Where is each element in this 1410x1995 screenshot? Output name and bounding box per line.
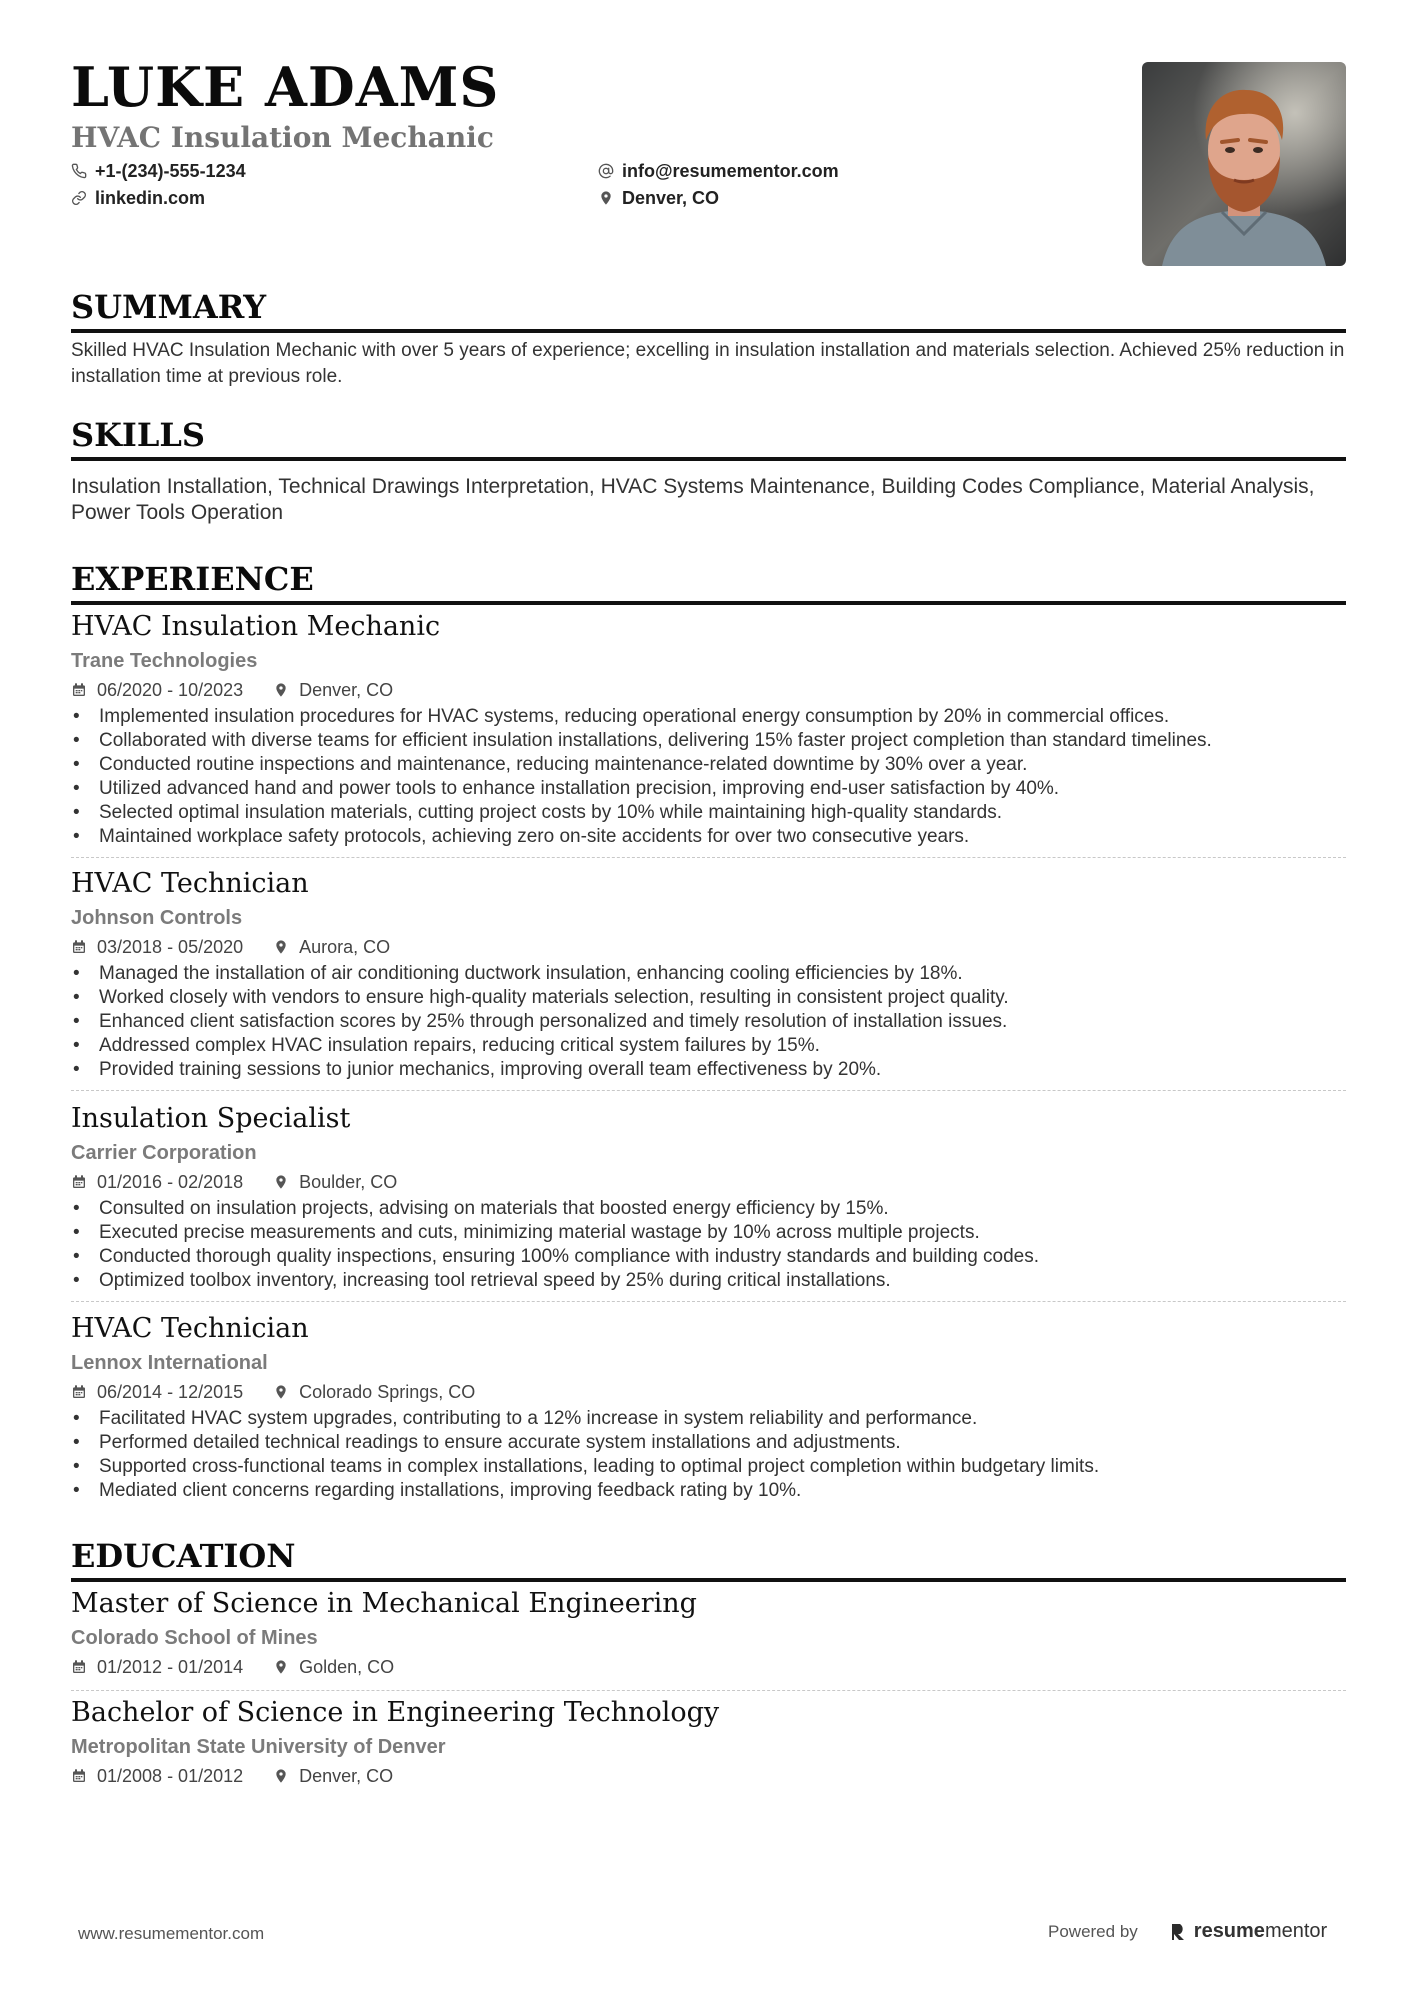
email-text: info@resumementor.com: [622, 160, 839, 181]
job-meta: [71, 1377, 1346, 1407]
map-pin-icon: [273, 1174, 289, 1190]
entry-divider: [71, 1090, 1346, 1091]
bullet-item: • Consulted on insulation projects, advising on materials that boosted energy efficiency by 15%.: [71, 1197, 1346, 1221]
job-dates-text: 03/2018 - 05/2020: [97, 936, 244, 957]
experience-heading: EXPERIENCE: [71, 563, 1346, 605]
job-location-text: Denver, CO: [299, 679, 394, 700]
job-meta: [71, 675, 1346, 705]
candidate-name: LUKE ADAMS: [71, 55, 500, 119]
summary-heading: SUMMARY: [71, 291, 1346, 333]
bullet-item: • Worked closely with vendors to ensure high-quality materials selection, resulting in consistent project quality.: [71, 986, 1346, 1010]
job-bullets: [71, 705, 1346, 849]
company-name: Trane Technologies: [71, 650, 258, 672]
degree-title: Bachelor of Science in Engineering Technology: [71, 1697, 720, 1728]
job-dates-text: 06/2014 - 12/2015: [97, 1381, 244, 1402]
job-location: [273, 680, 393, 701]
bullet-item: • Supported cross-functional teams in complex installations, leading to optimal project completion within budgetary limits.: [71, 1455, 1346, 1479]
experience-entry: [71, 610, 1346, 858]
job-bullets: [71, 1197, 1346, 1293]
company-name: Johnson Controls: [71, 907, 243, 929]
education-location: [273, 1657, 394, 1678]
bullet-item: • Implemented insulation procedures for HVAC systems, reducing operational energy consumption by 20% in commercial offices.: [71, 705, 1346, 729]
job-location: [273, 1382, 475, 1403]
contact-linkedin[interactable]: [71, 187, 598, 209]
job-bullets: [71, 962, 1346, 1082]
bullet-item: • Enhanced client satisfaction scores by 25% through personalized and timely resolution of installation issues.: [71, 1010, 1346, 1034]
map-pin-icon: [273, 682, 289, 698]
bullet-item: • Conducted routine inspections and maintenance, reducing maintenance-related downtime by 30% over a year.: [71, 753, 1346, 777]
resumementor-logo-icon: [1170, 1922, 1188, 1942]
bullet-item: • Utilized advanced hand and power tools to enhance installation precision, improving end-user satisfaction by 40%.: [71, 777, 1346, 801]
contact-info: [71, 160, 1131, 209]
experience-entry: [71, 1102, 1346, 1302]
map-pin-icon: [273, 1768, 289, 1784]
contact-email[interactable]: [598, 160, 1098, 182]
education-dates-text: 01/2008 - 01/2012: [97, 1765, 244, 1786]
job-dates: [71, 1172, 243, 1193]
job-meta: [71, 1167, 1346, 1197]
education-dates: [71, 1657, 243, 1678]
calendar-icon: [71, 1659, 87, 1675]
bullet-item: • Mediated client concerns regarding installations, improving feedback rating by 10%.: [71, 1479, 1346, 1503]
bullet-item: • Collaborated with diverse teams for efficient insulation installations, delivering 15% faster project completion than standard timelines.: [71, 729, 1346, 753]
phone-icon: [71, 163, 87, 179]
profile-photo: [1142, 62, 1346, 266]
at-sign-icon: [598, 163, 614, 179]
map-pin-icon: [273, 1659, 289, 1675]
link-icon: [71, 190, 87, 206]
skills-text: Insulation Installation, Technical Drawings Interpretation, HVAC Systems Maintenance, Building Codes Compliance, Material Analysis, Power Tools Operation: [71, 475, 1315, 524]
education-entry: [71, 1587, 1346, 1691]
education-meta: [71, 1652, 1346, 1682]
degree-title: Master of Science in Mechanical Engineering: [71, 1588, 697, 1619]
education-dates-text: 01/2012 - 01/2014: [97, 1656, 244, 1677]
bullet-item: • Provided training sessions to junior mechanics, improving overall team effectiveness by 20%.: [71, 1058, 1346, 1082]
bullet-item: • Conducted thorough quality inspections, ensuring 100% compliance with industry standards and building codes.: [71, 1245, 1346, 1269]
contact-location: [598, 187, 1098, 209]
linkedin-text: linkedin.com: [95, 187, 206, 208]
bullet-item: • Managed the installation of air conditioning ductwork insulation, enhancing cooling efficiencies by 18%.: [71, 962, 1346, 986]
brand-rest: mentor: [1264, 1920, 1328, 1942]
school-name: Metropolitan State University of Denver: [71, 1736, 446, 1758]
candidate-title: HVAC Insulation Mechanic: [71, 121, 494, 154]
bullet-item: • Maintained workplace safety protocols, achieving zero on-site accidents for over two consecutive years.: [71, 825, 1346, 849]
brand-bold: resume: [1193, 1920, 1265, 1942]
job-meta: [71, 932, 1346, 962]
footer-website[interactable]: www.resumementor.com: [78, 1924, 265, 1943]
resumementor-logo[interactable]: [1170, 1920, 1327, 1943]
entry-divider: [71, 1690, 1346, 1691]
bullet-item: • Executed precise measurements and cuts, minimizing material wastage by 10% across multiple projects.: [71, 1221, 1346, 1245]
profile-photo-image: [1142, 62, 1346, 266]
calendar-icon: [71, 1174, 87, 1190]
job-title: HVAC Technician: [71, 868, 309, 899]
education-heading: EDUCATION: [71, 1540, 1346, 1582]
skills-heading: SKILLS: [71, 419, 1346, 461]
education-location-text: Golden, CO: [299, 1656, 395, 1677]
bullet-item: • Addressed complex HVAC insulation repairs, reducing critical system failures by 15%.: [71, 1034, 1346, 1058]
entry-divider: [71, 857, 1346, 858]
experience-entry: [71, 1312, 1346, 1503]
contact-phone[interactable]: [71, 160, 598, 182]
entry-divider: [71, 1301, 1346, 1302]
map-pin-icon: [273, 1384, 289, 1400]
map-pin-icon: [598, 190, 614, 206]
education-location-text: Denver, CO: [299, 1765, 394, 1786]
calendar-icon: [71, 1768, 87, 1784]
bullet-item: • Selected optimal insulation materials, cutting project costs by 10% while maintaining high-quality standards.: [71, 801, 1346, 825]
job-dates-text: 01/2016 - 02/2018: [97, 1171, 244, 1192]
school-name: Colorado School of Mines: [71, 1627, 318, 1649]
job-location: [273, 1172, 397, 1193]
company-name: Lennox International: [71, 1352, 268, 1374]
phone-text: +1-(234)-555-1234: [95, 160, 246, 181]
company-name: Carrier Corporation: [71, 1142, 257, 1164]
footer-powered: [1048, 1920, 1327, 1943]
job-dates: [71, 937, 243, 958]
calendar-icon: [71, 682, 87, 698]
job-dates: [71, 680, 243, 701]
powered-by-text: Powered by: [1048, 1921, 1138, 1941]
job-bullets: [71, 1407, 1346, 1503]
job-title: HVAC Technician: [71, 1313, 309, 1344]
job-title: HVAC Insulation Mechanic: [71, 611, 441, 642]
education-dates: [71, 1766, 243, 1787]
calendar-icon: [71, 1384, 87, 1400]
education-entry: [71, 1696, 1346, 1791]
bullet-item: • Optimized toolbox inventory, increasing tool retrieval speed by 25% during critical installations.: [71, 1269, 1346, 1293]
job-dates: [71, 1382, 243, 1403]
job-location-text: Colorado Springs, CO: [299, 1381, 476, 1402]
job-location-text: Aurora, CO: [299, 936, 391, 957]
job-dates-text: 06/2020 - 10/2023: [97, 679, 244, 700]
location-text: Denver, CO: [622, 187, 720, 208]
calendar-icon: [71, 939, 87, 955]
job-location-text: Boulder, CO: [299, 1171, 398, 1192]
experience-entry: [71, 867, 1346, 1091]
job-location: [273, 937, 390, 958]
summary-text: Skilled HVAC Insulation Mechanic with over 5 years of experience; excelling in insulation installation and materials selection. Achieved 25% reduction in installation time at previous role.: [71, 340, 1345, 387]
education-meta: [71, 1761, 1346, 1791]
bullet-item: • Performed detailed technical readings to ensure accurate system installations and adjustments.: [71, 1431, 1346, 1455]
map-pin-icon: [273, 939, 289, 955]
bullet-item: • Facilitated HVAC system upgrades, contributing to a 12% increase in system reliability and performance.: [71, 1407, 1346, 1431]
job-title: Insulation Specialist: [71, 1103, 351, 1134]
education-location: [273, 1766, 393, 1787]
